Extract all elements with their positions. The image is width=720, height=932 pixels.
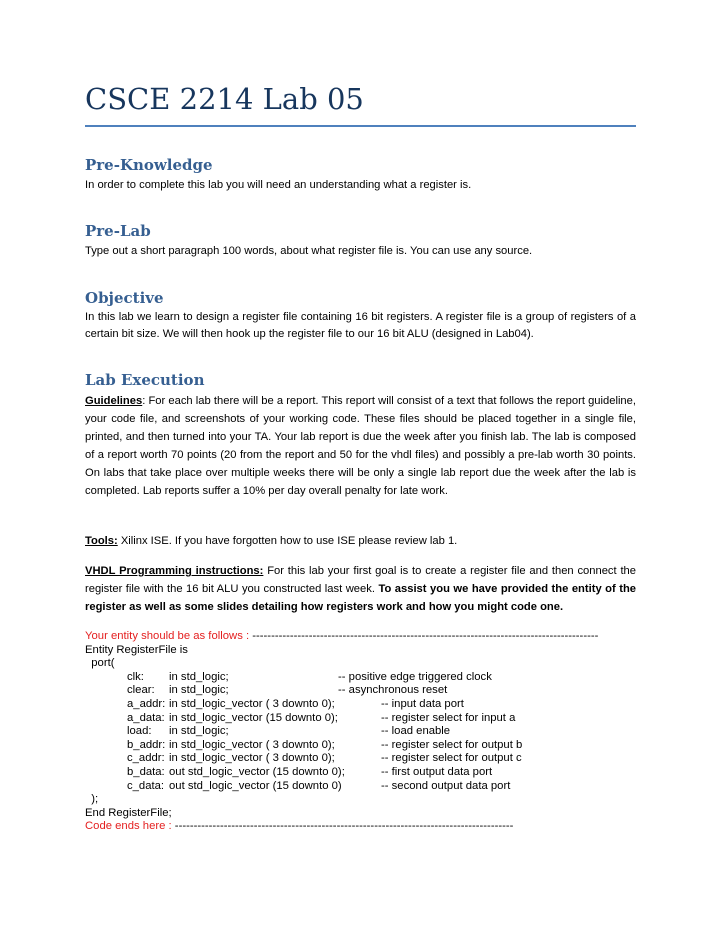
guidelines-label: Guidelines [85,395,143,407]
port-name: b_addr: [127,738,166,751]
tools-paragraph [85,532,636,550]
page-title: CSCE 2214 Lab 05 [85,82,364,116]
code-port-row [85,671,645,685]
port-name: clear: [127,684,155,697]
code-end-line: End RegisterFile; [85,806,172,819]
objective-text: In this lab we learn to design a register file containing 16 bit registers. A register file is a group of registers of a certain bit size. We will then hook up the register file to our 16 bit ALU (designed in Lab04). [85,311,636,340]
vhdl-bold-text: To assist you we have provided the entity of the register as well as some slides detailing how registers work and how you might code one. [85,583,637,613]
code-port-row [85,698,645,712]
code-port-row [85,752,645,766]
code-port-row [85,712,645,726]
port-name: c_data: [127,779,165,792]
vhdl-label: VHDL Programming instructions: [85,565,264,577]
code-entity-line: Entity RegisterFile is [85,643,188,656]
port-comment: -- register select for output b [381,738,523,751]
code-start-dashes: -------------------------------------------------------------------------------------------- [249,630,599,642]
guidelines-colon: : [142,395,146,407]
port-comment: -- input data port [381,697,464,710]
port-type: in std_logic; [169,684,229,697]
title-underline [85,125,636,127]
tools-label: Tools: [85,535,118,547]
code-port-row [85,780,645,794]
tools-text: Xilinx ISE. If you have forgotten how to use ISE please review lab 1. [117,535,458,547]
code-close-line: ); [85,793,99,806]
pre-knowledge-text: In order to complete this lab you will need an understanding what a register is. [85,179,472,191]
guidelines-text: For each lab there will be a report. This report will consist of a text that follows the report guideline, your code file, and screenshots of your working code. These files should be placed together in a single file, printed, and then turned into your TA. Your lab report is due the week after you finish lab. The lab is composed of a report worth 70 points (20 from the report and 50 for the vhdl files) and possibly a pre-lab worth 30 points. On labs that take place over multiple weeks there will be only a single lab report due the week after the lab is completed. Lab reports suffer a 10% per day overall penalty for late work. [85,395,636,497]
port-type: out std_logic_vector (15 downto 0); [169,765,345,778]
port-type: in std_logic_vector ( 3 downto 0); [169,697,335,710]
vhdl-instructions-paragraph [85,562,636,616]
vhdl-text: For this lab your first goal is to create a register file and then connect the register file with the 16 bit ALU you constructed last week. [85,565,637,595]
code-port-row [85,725,645,739]
code-block [85,630,645,834]
port-type: in std_logic; [169,670,229,683]
code-end-dashes: ------------------------------------------------------------------------------------------ [171,820,514,833]
port-type: out std_logic_vector (15 downto 0) [169,779,342,792]
code-port-line: port( [85,657,115,670]
port-comment: -- positive edge triggered clock [338,670,492,683]
code-end-marker-line [85,820,645,834]
code-port-row [85,684,645,698]
port-name: b_data: [127,765,165,778]
port-name: load: [127,725,152,738]
code-port-row [85,766,645,780]
port-comment: -- first output data port [381,765,493,778]
port-type: in std_logic_vector ( 3 downto 0); [169,738,335,751]
code-start-line [85,630,645,644]
code-start-label: Your entity should be as follows : [85,630,250,642]
pre-lab-text: Type out a short paragraph 100 words, about what register file is. You can use any source. [85,245,533,257]
heading-lab-execution: Lab Execution [85,371,205,389]
port-name: c_addr: [127,752,165,765]
heading-pre-lab: Pre-Lab [85,222,151,240]
code-port-row [85,739,645,753]
heading-objective: Objective [85,289,164,307]
port-type: in std_logic_vector (15 downto 0); [169,711,338,724]
code-end-label: Code ends here : [85,820,172,833]
port-comment: -- asynchronous reset [338,684,448,697]
port-comment: -- second output data port [381,779,511,792]
heading-pre-knowledge: Pre-Knowledge [85,156,213,174]
port-type: in std_logic_vector ( 3 downto 0); [169,752,335,765]
port-type: in std_logic; [169,725,229,738]
port-comment: -- register select for output c [381,752,522,765]
port-name: a_addr: [127,697,166,710]
port-name: a_data: [127,711,165,724]
guidelines-paragraph [85,392,636,500]
port-comment: -- load enable [381,725,451,738]
port-comment: -- register select for input a [381,711,516,724]
port-name: clk: [127,670,144,683]
